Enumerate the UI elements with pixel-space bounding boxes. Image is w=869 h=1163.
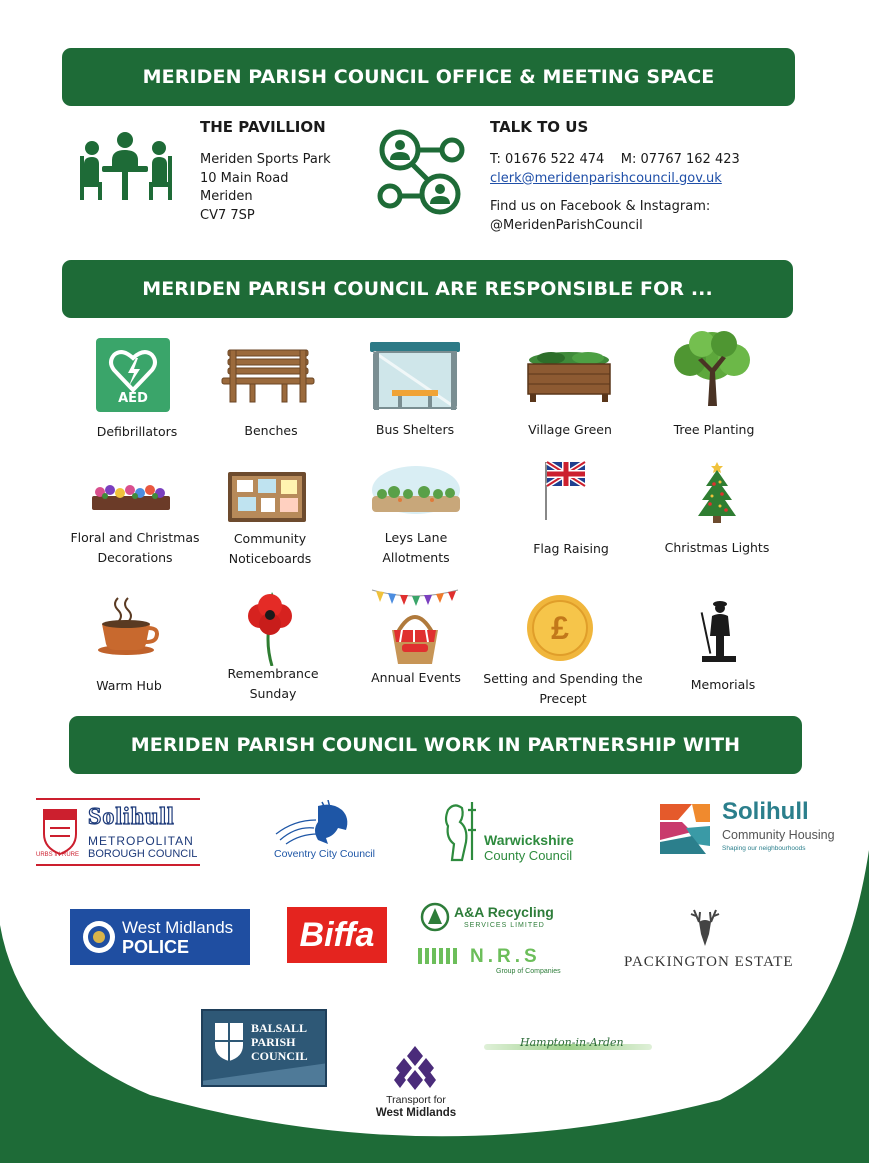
aa-line2: SERVICES LIMITED [464, 922, 545, 929]
office-banner-text: MERIDEN PARISH COUNCIL OFFICE & MEETING SPACE [142, 66, 715, 88]
item-label: Memorials [690, 677, 756, 692]
item-label: Benches [244, 423, 298, 438]
aed-label: AED [118, 391, 148, 406]
meeting-icon [78, 130, 174, 202]
defibrillator-icon [96, 338, 170, 412]
item-label: Village Green [528, 422, 612, 437]
balsall-line1: BALSALL [251, 1021, 308, 1035]
solihull-name: Solihull [88, 804, 175, 830]
social-line: Find us on Facebook & Instagram: [490, 199, 711, 215]
warwickshire-line1: Warwickshire [484, 832, 574, 848]
hampton-logo [484, 1034, 652, 1058]
solihull-motto: URBS IN RURE [36, 852, 80, 858]
allotment-icon [372, 466, 460, 518]
pound-coin-icon [526, 594, 594, 662]
social-handle: @MeridenParishCouncil [490, 217, 643, 233]
solihull-mbc-logo [36, 798, 200, 866]
coffee-cup-icon [96, 596, 162, 656]
nrs-stripes-icon [418, 946, 460, 966]
balsall-line3: COUNCIL [251, 1049, 308, 1063]
biffa-text: Biffa [299, 915, 375, 954]
sch-line2: Community Housing [722, 828, 835, 842]
stag-head-icon [690, 908, 720, 948]
item-label: Setting and Spending the Precept [483, 671, 643, 706]
solihull-crest-icon [40, 806, 80, 856]
hampton-text: Hampton-in-Arden [520, 1036, 624, 1049]
nrs-line1: N.R.S [470, 946, 541, 967]
sch-mark-icon [656, 800, 714, 858]
wm-police-logo [70, 909, 250, 965]
item-label: Remembrance Sunday [227, 666, 319, 701]
email-link[interactable]: clerk@meridenparishcouncil.gov.uk [490, 170, 722, 186]
svg-text:£: £ [551, 610, 569, 646]
police-badge-icon [82, 919, 116, 955]
poppy-icon [246, 588, 294, 666]
tfwm-line2: West Midlands [375, 1107, 457, 1119]
packington-text: PACKINGTON ESTATE [624, 954, 794, 970]
bus-shelter-icon [370, 342, 460, 410]
phone-numbers: T: 01676 522 474 M: 07767 162 423 [490, 152, 740, 167]
partners-banner-text: MERIDEN PARISH COUNCIL WORK IN PARTNERSHIP WITH [130, 734, 741, 756]
biffa-logo [287, 907, 387, 963]
solihull-line2: METROPOLITAN [88, 834, 194, 848]
contact-network-icon [376, 128, 468, 218]
sch-line3: Shaping our neighbourhoods [722, 845, 806, 852]
address-line: CV7 7SP [200, 207, 255, 223]
planter-icon [526, 350, 612, 402]
picnic-basket-icon [370, 584, 460, 666]
item-label: Leys Lane Allotments [382, 530, 450, 565]
contact-details [490, 151, 740, 235]
sch-line1: Solihull [722, 798, 809, 825]
bear-and-staff-icon [442, 800, 482, 862]
recycling-icon [420, 902, 450, 932]
partners-banner [69, 716, 802, 774]
item-label: Flag Raising [533, 541, 609, 556]
balsall-crest-icon [213, 1021, 245, 1063]
item-label: Christmas Lights [664, 540, 770, 555]
item-label: Floral and Christmas Decorations [70, 530, 200, 565]
address-line: 10 Main Road [200, 170, 289, 186]
sch-logo [656, 800, 842, 860]
flower-box-icon [90, 482, 172, 514]
coventry-logo [272, 800, 382, 864]
venue-title: THE PAVILLION [200, 118, 326, 136]
union-flag-icon [544, 460, 586, 520]
aa-recycling-logo [420, 902, 570, 938]
item-label: Annual Events [371, 670, 461, 685]
item-label: Community Noticeboards [228, 531, 312, 566]
item-label: Defibrillators [96, 424, 178, 439]
tfwm-mark-icon [392, 1044, 438, 1090]
nrs-logo [418, 946, 566, 978]
responsibilities-banner [62, 260, 793, 318]
balsall-line2: PARISH [251, 1035, 296, 1049]
contact-title: TALK TO US [490, 118, 589, 136]
coventry-text: Coventry City Council [274, 848, 375, 860]
item-label: Bus Shelters [375, 422, 455, 437]
wm-police-line2: POLICE [122, 937, 190, 957]
christmas-tree-icon [694, 460, 740, 524]
address-line: Meriden Sports Park [200, 152, 331, 167]
venue-address [200, 151, 331, 225]
packington-logo [618, 908, 798, 970]
item-label: Warm Hub [96, 678, 162, 693]
nrs-line2: Group of Companies [496, 968, 561, 975]
tfwm-logo [366, 1044, 466, 1122]
bench-icon [220, 348, 316, 404]
balsall-swoosh [201, 1060, 327, 1087]
item-label: Tree Planting [673, 422, 755, 437]
noticeboard-icon [228, 472, 306, 522]
warwickshire-line2: County Council [484, 848, 573, 863]
aa-line1: A&A Recycling [454, 904, 554, 920]
solihull-line3: BOROUGH COUNCIL [88, 848, 198, 860]
responsibilities-banner-text: MERIDEN PARISH COUNCIL ARE RESPONSIBLE FOR ... [142, 278, 713, 300]
office-banner [62, 48, 795, 106]
warwickshire-logo [442, 800, 592, 864]
tree-icon [668, 330, 756, 406]
tfwm-line1: Transport for [386, 1094, 446, 1106]
address-line: Meriden [200, 189, 253, 205]
soldier-silhouette-icon [700, 598, 738, 664]
coventry-horse-icon [272, 800, 354, 848]
balsall-logo [201, 1009, 327, 1087]
wm-police-line1: West Midlands [122, 918, 234, 937]
